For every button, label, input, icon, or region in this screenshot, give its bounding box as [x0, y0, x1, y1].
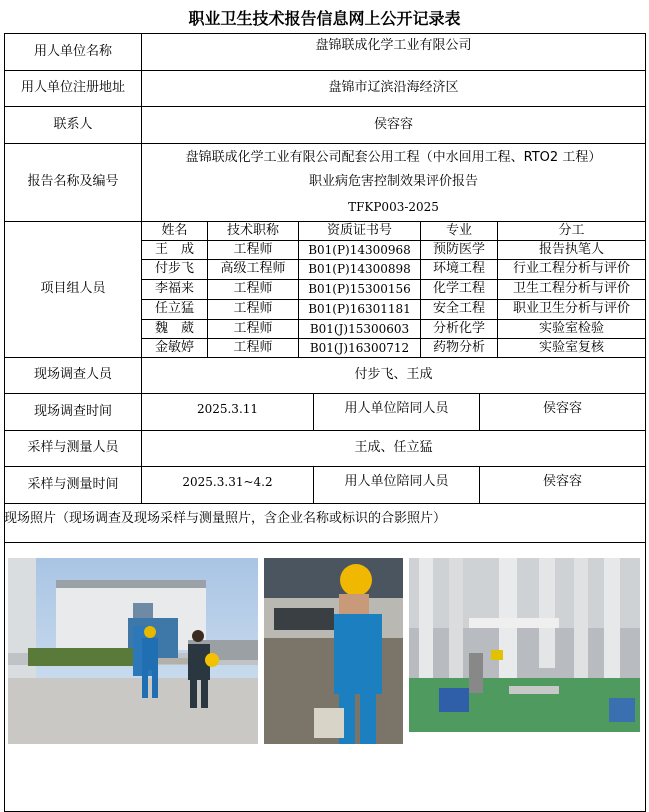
sampling-time-value: 2025.3.31~4.2: [182, 474, 273, 489]
team-row-1-duty: 行业工程分析与评价: [512, 261, 630, 277]
team-row-2-duty: 卫生工程分析与评价: [512, 281, 630, 297]
team-row-4-name: 魏 葳: [154, 320, 194, 336]
report-title-line1: 盘锦联成化学工业有限公司配套公用工程（中水回用工程、RTO2 工程）: [185, 149, 602, 165]
site-photo-group: [8, 558, 258, 744]
team-row-2-title: 工程师: [233, 281, 273, 297]
team-row-0-name: 王 成: [154, 241, 194, 257]
team-row-2-major: 化学工程: [432, 281, 485, 297]
team-row-3-title: 工程师: [233, 301, 273, 317]
page-title: 职业卫生技术报告信息网上公开记录表: [188, 9, 461, 28]
sampling-staff-value: 王成、任立猛: [354, 440, 433, 456]
team-row-1-name: 付步飞: [154, 261, 194, 277]
report-title-line2: 职业病危害控制效果评价报告: [308, 173, 478, 189]
team-header-title: 技术职称: [226, 222, 279, 238]
team-row-4-major: 分析化学: [432, 320, 485, 336]
team-row-0-cert: B01(P)14300968: [308, 242, 411, 257]
sampling-time-label: 采样与测量时间: [27, 476, 119, 492]
site-photo-equipment: [409, 558, 640, 732]
team-row-3-cert: B01(P)16301181: [308, 302, 411, 316]
survey-time-label: 现场调查时间: [33, 403, 112, 419]
team-row-5-cert: B01(J)16300712: [309, 340, 410, 355]
team-row-3-duty: 职业卫生分析与评价: [512, 301, 630, 317]
contact-label: 联系人: [53, 116, 93, 132]
team-row-0-duty: 报告执笔人: [538, 241, 604, 257]
photos-label: 现场照片（现场调查及现场采样与测量照片，含企业名称或标识的合影照片）: [4, 510, 447, 526]
team-row-4-duty: 实验室检验: [538, 320, 604, 336]
employer-name-value: 盘锦联成化学工业有限公司: [315, 37, 472, 53]
sampling-escort-value: 侯容容: [542, 473, 582, 489]
team-header-major: 专业: [445, 222, 472, 238]
team-row-5-major: 药物分析: [432, 339, 485, 355]
team-header-name: 姓名: [161, 222, 188, 238]
survey-staff-value: 付步飞、王成: [354, 367, 433, 383]
team-row-3-major: 安全工程: [432, 301, 485, 317]
team-row-0-major: 预防医学: [432, 241, 485, 257]
sampling-staff-label: 采样与测量人员: [27, 440, 119, 456]
survey-staff-label: 现场调查人员: [33, 367, 112, 383]
employer-address-label: 用人单位注册地址: [20, 80, 125, 96]
sampling-escort-label: 用人单位陪同人员: [344, 473, 449, 489]
report-label: 报告名称及编号: [27, 174, 119, 190]
team-row-2-name: 李福来: [154, 281, 194, 297]
team-header-duty: 分工: [558, 222, 585, 238]
team-row-1-title: 高级工程师: [220, 261, 286, 277]
employer-name-label: 用人单位名称: [33, 43, 112, 59]
team-row-5-title: 工程师: [233, 339, 273, 355]
team-row-1-cert: B01(P)14300898: [308, 262, 411, 276]
team-label: 项目组人员: [40, 281, 106, 297]
employer-address-value: 盘锦市辽滨沿海经济区: [328, 80, 459, 96]
team-row-5-name: 金敏婷: [154, 339, 194, 355]
team-header-cert: 资质证书号: [326, 222, 392, 238]
team-row-2-cert: B01(P)15300156: [308, 282, 411, 296]
report-code: TFKP003-2025: [348, 199, 439, 214]
team-row-4-cert: B01(J)15300603: [309, 321, 410, 336]
team-row-3-name: 任立猛: [154, 301, 194, 317]
contact-value: 侯容容: [373, 116, 413, 132]
team-row-1-major: 环境工程: [432, 261, 485, 277]
team-row-4-title: 工程师: [233, 320, 273, 336]
survey-escort-value: 侯容容: [542, 400, 582, 416]
site-photo-worker: [264, 558, 403, 744]
team-row-5-duty: 实验室复核: [538, 339, 604, 355]
survey-escort-label: 用人单位陪同人员: [344, 400, 449, 416]
survey-time-value: 2025.3.11: [196, 401, 259, 416]
team-row-0-title: 工程师: [233, 241, 273, 257]
